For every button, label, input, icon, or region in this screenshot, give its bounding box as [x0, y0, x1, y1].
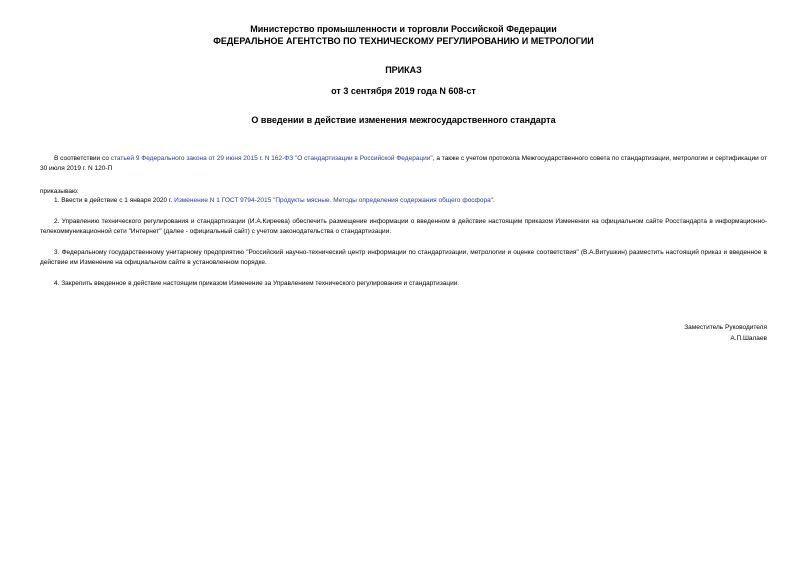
item3-text: 3. Федеральному государственному унитарному предприятию "Российский научно-технический центр информации по стандартизации, метрологии и оценке соответствия" (В.А.Витушкин) разместить настоящий приказ и введенное в действие им Изменение на официальном сайте в установленном порядке. [40, 249, 767, 266]
document-type: ПРИКАЗ [385, 65, 422, 75]
gost-amendment-link[interactable]: Изменение N 1 ГОСТ 9794-2015 "Продукты мясные. Методы определения содержания общего фосфора" [174, 197, 494, 204]
document-subject: О введении в действие изменения межгосударственного стандарта [251, 115, 556, 125]
orders-word: приказываю: [40, 188, 79, 195]
agency-heading: ФЕДЕРАЛЬНОЕ АГЕНТСТВО ПО ТЕХНИЧЕСКОМУ РЕГУЛИРОВАНИЮ И МЕТРОЛОГИИ [213, 36, 594, 46]
intro-paragraph [40, 154, 767, 173]
order-item-4 [40, 279, 767, 289]
intro-prefix: В соответствии со [54, 155, 111, 162]
signatory-title: Заместитель Руководителя [684, 324, 767, 331]
document-date-number: от 3 сентября 2019 года N 608-ст [331, 86, 476, 96]
order-item-1 [40, 196, 767, 206]
order-item-2 [40, 217, 767, 236]
ministry-heading: Министерство промышленности и торговли Российской Федерации [250, 24, 557, 34]
intro-suffix: , а также с учетом протокола Межгосударственного совета по стандартизации, метрологии и сертификации от 30 июля 2019 г. N 120-П [40, 155, 767, 172]
item4-text: 4. Закрепить введенное в действие настоящим приказом Изменение за Управлением технического регулирования и стандартизации. [54, 280, 460, 287]
order-item-3 [40, 248, 767, 267]
item1-suffix: . [493, 197, 495, 204]
item2-text: 2. Управлению технического регулирования и стандартизации (И.А.Киреева) обеспечить размещение информации о введенном в действие настоящим приказом Изменении на официальном сайте Росстандарта в информационно-телекоммуникационной сети "Интернет" (далее - официальный сайт) с учетом законодательства о стандартизации. [40, 218, 767, 235]
federal-law-link[interactable]: статьей 9 Федерального закона от 29 июня 2015 г. N 162-ФЗ "О стандартизации в Российской Федерации" [110, 155, 433, 162]
item1-prefix: 1. Ввести в действие с 1 января 2020 г. [54, 197, 175, 204]
signatory-name: А.П.Шалаев [730, 335, 767, 342]
